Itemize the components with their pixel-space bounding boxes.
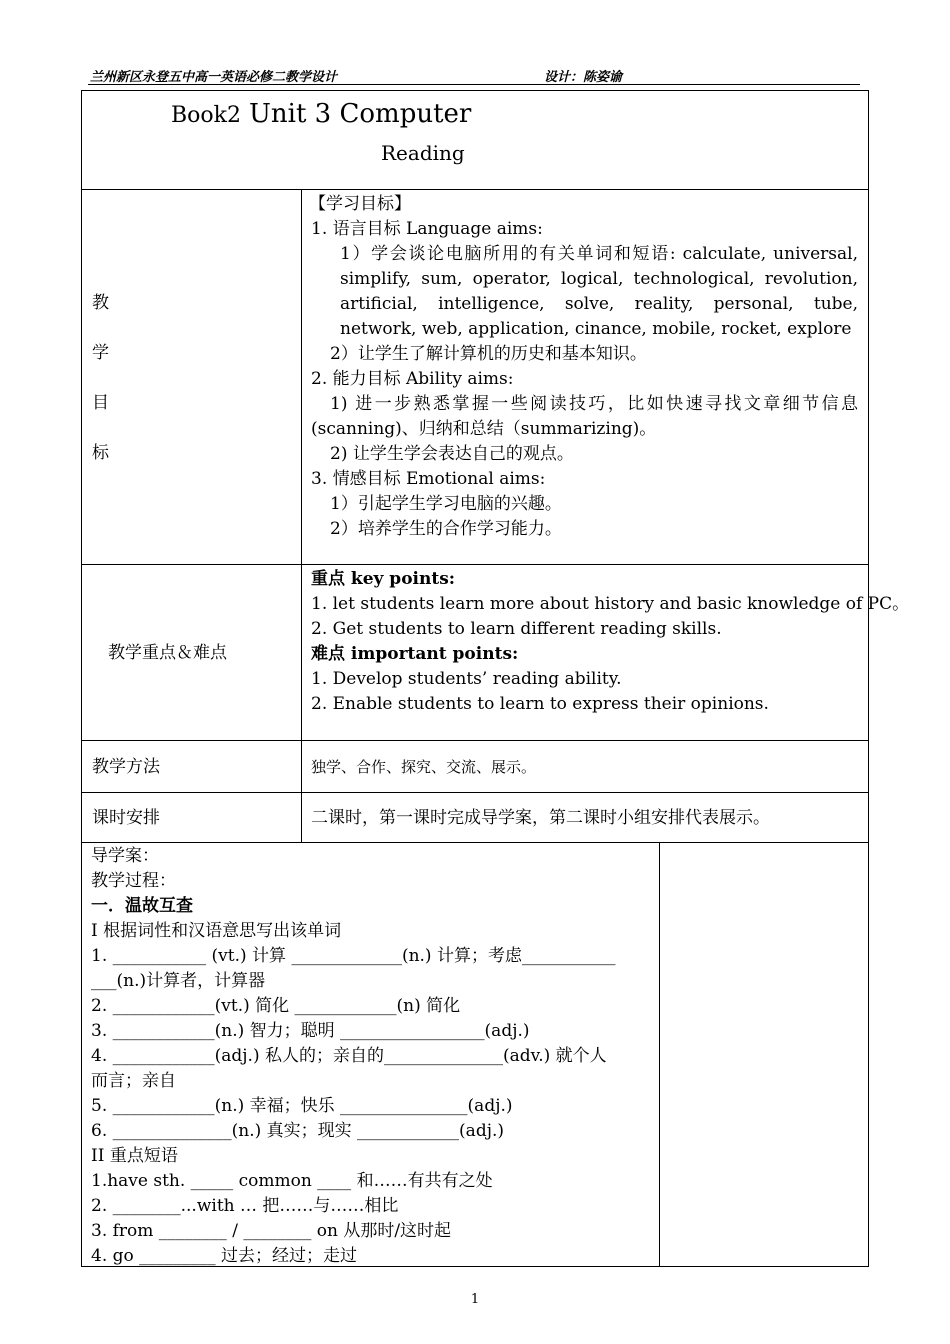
objectives-label-char: 标	[92, 443, 109, 463]
key-points-label: 教学重点＆难点	[108, 643, 227, 663]
exercise-line: 4. go _________ 过去；经过；走过	[91, 1246, 358, 1266]
header-school: 兰州新区永登五中高一英语必修二教学设计	[90, 70, 338, 85]
column-divider	[659, 842, 660, 1267]
row-divider	[81, 564, 869, 565]
exercise-line: 2. ____________(vt.) 简化 ____________(n) 简化	[91, 996, 461, 1016]
difficult-points-title: 难点 important points:	[311, 644, 519, 664]
method-label: 教学方法	[92, 757, 160, 777]
ability-aims-item: 1) 进一步熟悉掌握一些阅读技巧，比如快速寻找文章细节信息(scanning)、归纳和总结（summarizing)。	[311, 394, 858, 439]
exercise-line: 4. ____________(adj.) 私人的；亲自的______________(adv.) 就个人	[91, 1046, 607, 1066]
table-border-top	[81, 90, 869, 91]
exercise-line: 1.have sth. _____ common ____ 和……有共有之处	[91, 1171, 493, 1191]
emotional-aims-item: 1）引起学生学习电脑的兴趣。	[330, 494, 562, 514]
guide-line: 教学过程：	[91, 871, 176, 891]
section-heading: 一．温故互查	[91, 896, 193, 916]
key-point-item: 1. let students learn more about history and basic knowledge of PC。	[311, 594, 910, 614]
unit-title	[171, 99, 471, 129]
ability-aims-item: 2) 让学生学会表达自己的观点。	[330, 444, 574, 464]
guide-line: I 根据词性和汉语意思写出该单词	[91, 921, 342, 941]
emotional-aims-title: 3. 情感目标 Emotional aims:	[311, 469, 546, 489]
difficult-point-item: 1. Develop students’ reading ability.	[311, 669, 622, 689]
book-label: Book2	[171, 103, 241, 128]
row-divider	[81, 740, 869, 741]
lesson-title: Reading	[381, 141, 465, 165]
schedule-value: 二课时，第一课时完成导学案，第二课时小组安排代表展示。	[311, 808, 770, 828]
table-border-left	[81, 90, 82, 1267]
table-border-right	[868, 90, 869, 1267]
row-divider	[81, 792, 869, 793]
key-points-title: 重点 key points:	[311, 569, 456, 589]
exercise-line: 6. ______________(n.) 真实；现实 ____________(adj.)	[91, 1121, 505, 1141]
difficult-point-item: 2. Enable students to learn to express their opinions.	[311, 694, 769, 714]
exercise-line: 3. ____________(n.) 智力；聪明 _________________(adj.)	[91, 1021, 530, 1041]
exercise-line: 3. from ________ / ________ on 从那时/这时起	[91, 1221, 452, 1241]
header-designer: 设计：陈姿谕	[544, 70, 623, 85]
page-header	[88, 66, 860, 85]
column-divider	[301, 189, 302, 843]
language-aims-item: 2）让学生了解计算机的历史和基本知识。	[330, 344, 647, 364]
language-aims-title: 1. 语言目标 Language aims:	[311, 219, 543, 239]
row-divider	[81, 842, 869, 843]
language-aims-item: 1）学会谈论电脑所用的有关单词和短语: calculate, universal, simplify, sum, operator, logical, technological, revolution, artificial, intelligence, solve, reality, personal, tube, network, web, application, cinance, mobile, rocket, explore	[340, 244, 858, 339]
objectives-label-char: 教	[92, 293, 109, 313]
objectives-label-char: 学	[92, 343, 109, 363]
exercise-line: 而言；亲自	[91, 1071, 176, 1091]
key-point-item: 2. Get students to learn different reading skills.	[311, 619, 722, 639]
exercise-line: 5. ____________(n.) 幸福；快乐 _______________(adj.)	[91, 1096, 513, 1116]
ability-aims-title: 2. 能力目标 Ability aims:	[311, 369, 514, 389]
emotional-aims-item: 2）培养学生的合作学习能力。	[330, 519, 562, 539]
page-number: 1	[470, 1292, 480, 1307]
unit-label: Unit 3 Computer	[249, 99, 472, 129]
objectives-heading: 【学习目标】	[309, 194, 411, 214]
row-divider	[81, 189, 869, 190]
guide-line: 导学案：	[91, 846, 159, 866]
objectives-label-char: 目	[92, 393, 109, 413]
exercise-line: 1. ___________ (vt.) 计算 _____________(n.) 计算；考虑___________	[91, 946, 616, 966]
schedule-label: 课时安排	[92, 808, 160, 828]
method-value: 独学、合作、探究、交流、展示。	[311, 758, 537, 776]
exercise-line: 2. ________...with … 把……与……相比	[91, 1196, 399, 1216]
exercise-line: ___(n.)计算者，计算器	[91, 971, 266, 991]
section-heading: II 重点短语	[91, 1146, 178, 1166]
